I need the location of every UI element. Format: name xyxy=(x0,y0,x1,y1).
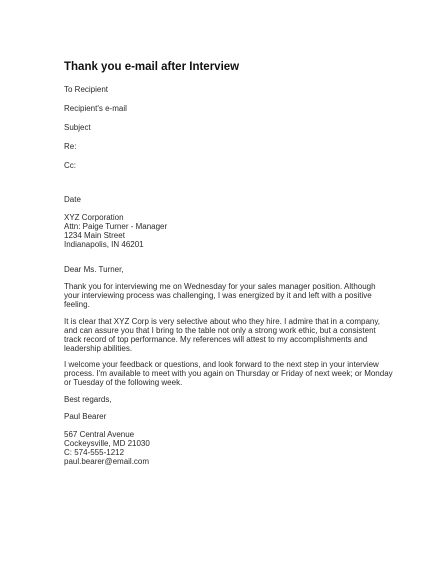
recipient-address-line: XYZ Corporation xyxy=(64,213,124,222)
recipient-address-block xyxy=(64,213,384,249)
paragraph-line: or Tuesday of the following week. xyxy=(64,378,183,387)
paragraph-line: feeling. xyxy=(64,300,90,309)
subject-line: Subject xyxy=(64,123,91,132)
paragraph-line: your interviewing process was challenging, I was energized by it and left with a positive xyxy=(64,291,372,300)
salutation: Dear Ms. Turner, xyxy=(64,265,124,274)
body-paragraph-1 xyxy=(64,282,384,309)
sender-phone: C: 574-555-1212 xyxy=(64,448,125,457)
paragraph-line: I welcome your feedback or questions, and look forward to the next step in your interview xyxy=(64,360,379,369)
paragraph-line: and can assure you that I bring to the table not only a strong work ethic, but a consistent xyxy=(64,326,376,335)
paragraph-line: leadership abilities. xyxy=(64,344,133,353)
closing: Best regards, xyxy=(64,395,112,404)
recipient-email-line: Recipient's e-mail xyxy=(64,104,127,113)
recipient-address-line: Attn: Paige Turner - Manager xyxy=(64,222,168,231)
body-paragraph-3 xyxy=(64,360,393,387)
sender-address-line: Cockeysville, MD 21030 xyxy=(64,439,150,448)
sender-email: paul.bearer@email.com xyxy=(64,457,150,466)
paragraph-line: track record of top performance. My references will attest to my accomplishments and xyxy=(64,335,368,344)
sender-address-block xyxy=(64,430,384,466)
recipient-address-line: Indianapolis, IN 46201 xyxy=(64,240,144,249)
date-line: Date xyxy=(64,195,81,204)
paragraph-line: Thank you for interviewing me on Wednesday for your sales manager position. Although xyxy=(64,282,376,291)
recipient-address-line: 1234 Main Street xyxy=(64,231,125,240)
cc-line: Cc: xyxy=(64,161,76,170)
document-title: Thank you e-mail after Interview xyxy=(64,61,240,73)
sender-address-line: 567 Central Avenue xyxy=(64,430,135,439)
to-recipient-line: To Recipient xyxy=(64,85,109,94)
signature-name: Paul Bearer xyxy=(64,412,107,421)
body-paragraph-2 xyxy=(64,317,384,353)
paragraph-line: process. I'm available to meet with you again on Thursday or Friday of next week; or Monday xyxy=(64,369,393,378)
re-line: Re: xyxy=(64,142,77,151)
paragraph-line: It is clear that XYZ Corp is very selective about who they hire. I admire that in a company, xyxy=(64,317,380,326)
